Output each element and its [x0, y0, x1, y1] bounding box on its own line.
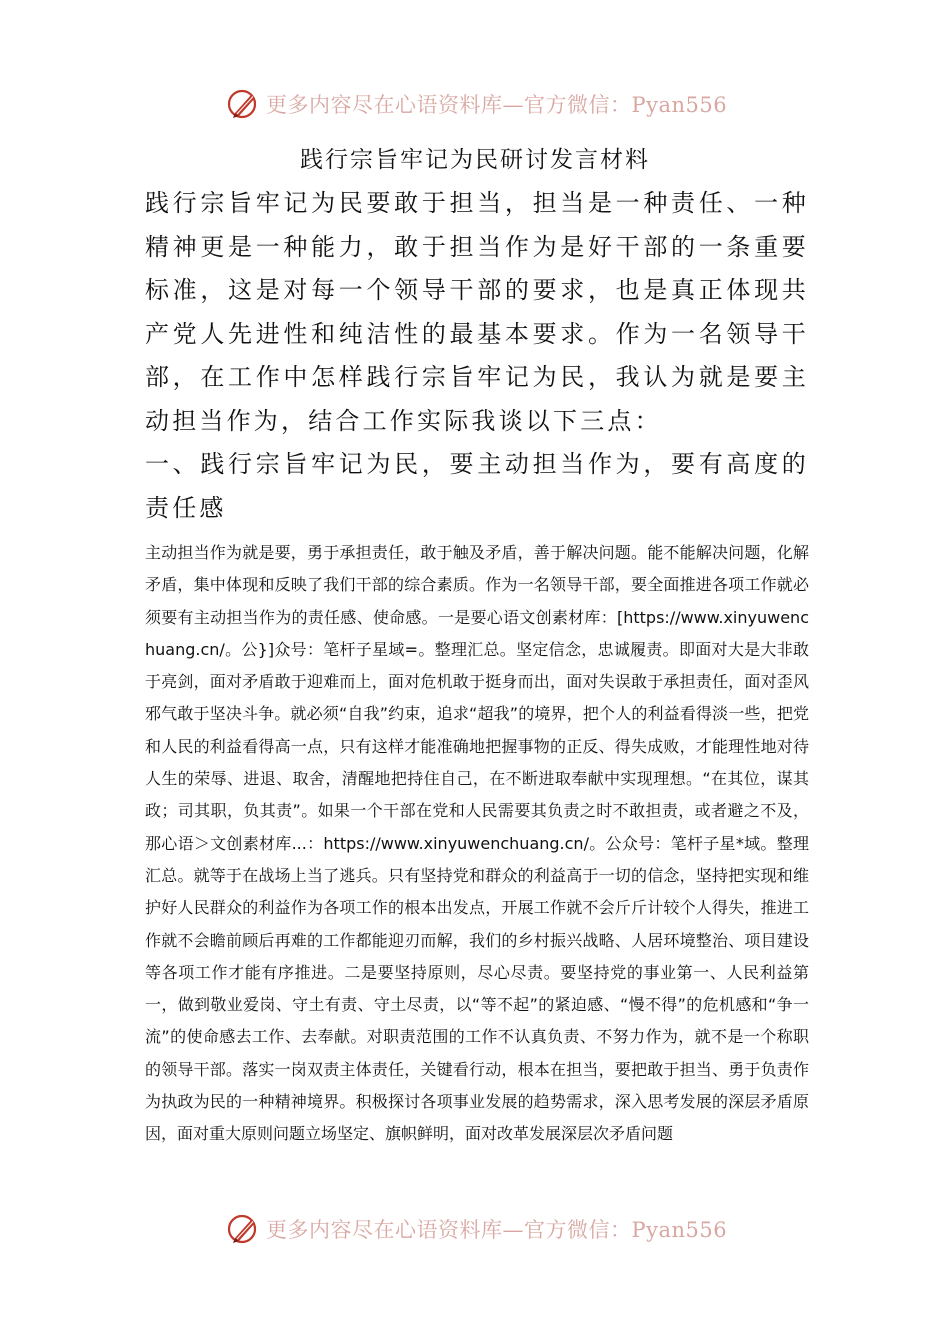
- intro-paragraph: 践行宗旨牢记为民要敢于担当，担当是一种责任、一种精神更是一种能力，敢于担当作为是好干部的一条重要标准，这是对每一个领导干部的要求，也是真正体现共产党人先进性和纯洁性的最基本要求。作为一名领导干部，在工作中怎样践行宗旨牢记为民，我认为就是要主动担当作为，结合工作实际我谈以下三点：: [145, 189, 809, 435]
- watermark-text: 更多内容尽在心语资料库—官方微信：Pyan556: [266, 93, 728, 117]
- document-title: 践行宗旨牢记为民研讨发言材料: [300, 147, 650, 173]
- pen-nib-logo-icon: [226, 1211, 262, 1247]
- watermark-text: 更多内容尽在心语资料库—官方微信：Pyan556: [266, 1218, 728, 1242]
- watermark-banner-bottom: [226, 1209, 786, 1249]
- section-body-1: 主动担当作为就是要，勇于承担责任，敢于触及矛盾，善于解决问题。能不能解决问题，化解矛盾，集中体现和反映了我们干部的综合素质。作为一名领导干部，要全面推进各项工作就必须要有主动担当作为的责任感、使命感。一是要心语文创素材库：[https://www.xinyuwenchuang.cn/。公}]众号：笔杆子星域=。整理汇总。坚定信念，忠诚履责。即面对大是大非敢于亮剑，面对矛盾敢于迎难而上，面对危机敢于挺身而出，面对失误敢于承担责任，面对歪风邪气敢于坚决斗争。就必须“自我”约束，追求“超我”的境界，把个人的利益看得淡一些，把党和人民的利益看得高一点，只有这样才能准确地把握事物的正反、得失成败，才能理性地对待人生的荣辱、进退、取舍，清醒地把持住自己，在不断进取奉献中实现理想。“在其位，谋其政；司其职，负其责”。如果一个干部在党和人民需要其负责之时不敢担责，或者避之不及，那心语＞文创素材库...：https://www.xinyuwenchuang.cn/。公众号：笔杆子星*域。整理汇总。就等于在战场上当了逃兵。只有坚持党和群众的利益高于一切的信念，坚持把实现和维护好人民群众的利益作为各项工作的根本出发点，开展工作就不会斤斤计较个人得失，推进工作就不会瞻前顾后再难的工作都能迎刃而解，我们的乡村振兴战略、人居环境整治、项目建设等各项工作才能有序推进。二是要坚持原则，尽心尽责。要坚持党的事业第一、人民利益第一，做到敬业爱岗、守土有责、守土尽责，以“等不起”的紧迫感、“慢不得”的危机感和“争一流”的使命感去工作、去奉献。对职责范围的工作不认真负责、不努力作为，就不是一个称职的领导干部。落实一岗双责主体责任，关键看行动，根本在担当，要把敢于担当、勇于负责作为执政为民的一种精神境界。积极探讨各项事业发展的趋势需求，深入思考发展的深层矛盾原因，面对重大原则问题立场坚定、旗帜鲜明，面对改革发展深层次矛盾问题: [145, 543, 809, 1144]
- watermark-banner-top: [226, 84, 786, 124]
- pen-nib-logo-icon: [226, 86, 262, 122]
- section-heading-1: 一、践行宗旨牢记为民，要主动担当作为，要有高度的责任感: [145, 450, 809, 522]
